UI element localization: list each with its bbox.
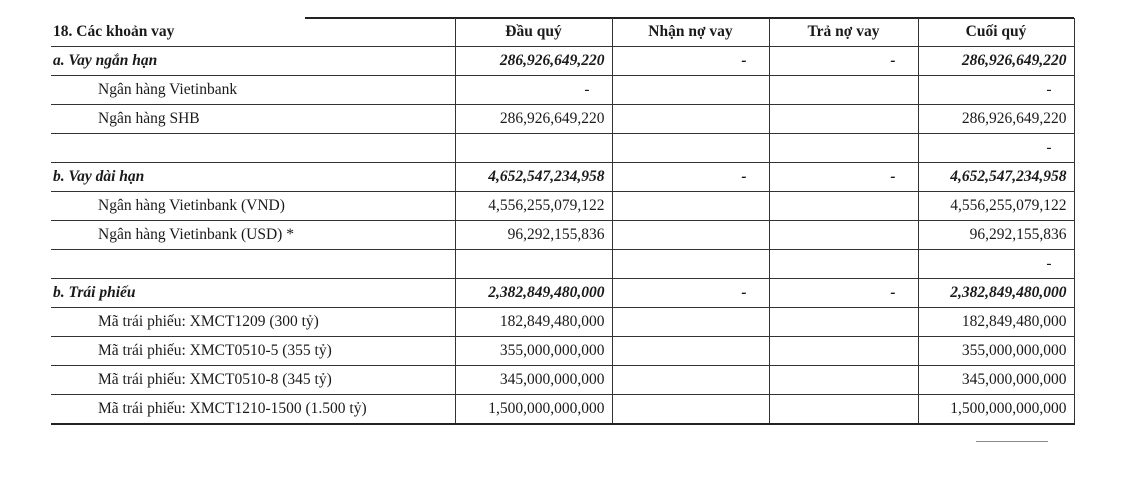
- cell-closing: 4,652,547,234,958: [918, 163, 1074, 192]
- cell-borrowed: [612, 337, 769, 366]
- cell-label: Ngân hàng Vietinbank: [51, 76, 455, 105]
- cell-repaid: [769, 192, 918, 221]
- cell-opening: 182,849,480,000: [455, 308, 612, 337]
- cell-opening: 1,500,000,000,000: [455, 395, 612, 425]
- cell-borrowed: -: [612, 47, 769, 76]
- cell-label: Mã trái phiếu: XMCT0510-5 (355 tỷ): [51, 337, 455, 366]
- cell-label: Mã trái phiếu: XMCT0510-8 (345 tỷ): [51, 366, 455, 395]
- cell-label: Ngân hàng Vietinbank (VND): [51, 192, 455, 221]
- cell-repaid: [769, 221, 918, 250]
- cell-label: Mã trái phiếu: XMCT1209 (300 tỷ): [51, 308, 455, 337]
- section-row: [51, 163, 1074, 192]
- cell-borrowed: -: [612, 163, 769, 192]
- cell-closing: 96,292,155,836: [918, 221, 1074, 250]
- table-row: [51, 308, 1074, 337]
- cell-repaid: [769, 395, 918, 425]
- cell-repaid: -: [769, 47, 918, 76]
- cell-opening: [455, 134, 612, 163]
- cell-repaid: [769, 308, 918, 337]
- cell-borrowed: [612, 192, 769, 221]
- cell-label: b. Trái phiếu: [51, 279, 455, 308]
- cell-repaid: -: [769, 279, 918, 308]
- cell-label: Ngân hàng SHB: [51, 105, 455, 134]
- table-row: [51, 337, 1074, 366]
- cell-label: a. Vay ngắn hạn: [51, 47, 455, 76]
- cell-repaid: [769, 134, 918, 163]
- table-row: [51, 366, 1074, 395]
- cell-borrowed: [612, 395, 769, 425]
- underline-mark: [976, 441, 1048, 442]
- section-row: [51, 279, 1074, 308]
- cell-repaid: [769, 337, 918, 366]
- loans-table: [51, 18, 1075, 425]
- table-row: [51, 105, 1074, 134]
- cell-opening: 355,000,000,000: [455, 337, 612, 366]
- cell-borrowed: [612, 76, 769, 105]
- cell-closing: 2,382,849,480,000: [918, 279, 1074, 308]
- cell-label: b. Vay dài hạn: [51, 163, 455, 192]
- cell-opening: 286,926,649,220: [455, 105, 612, 134]
- cell-opening: -: [455, 76, 612, 105]
- header-title: 18. Các khoản vay: [51, 18, 455, 47]
- cell-borrowed: [612, 221, 769, 250]
- cell-opening: 286,926,649,220: [455, 47, 612, 76]
- cell-label: [51, 250, 455, 279]
- cell-repaid: [769, 76, 918, 105]
- header-repaid: Trả nợ vay: [769, 18, 918, 47]
- cell-closing: 286,926,649,220: [918, 47, 1074, 76]
- cell-opening: 4,652,547,234,958: [455, 163, 612, 192]
- cell-closing: -: [918, 134, 1074, 163]
- cell-opening: 2,382,849,480,000: [455, 279, 612, 308]
- cell-repaid: -: [769, 163, 918, 192]
- cell-opening: 96,292,155,836: [455, 221, 612, 250]
- cell-label: [51, 134, 455, 163]
- cell-closing: 4,556,255,079,122: [918, 192, 1074, 221]
- cell-closing: 1,500,000,000,000: [918, 395, 1074, 425]
- cell-borrowed: [612, 308, 769, 337]
- cell-borrowed: [612, 366, 769, 395]
- cell-closing: 345,000,000,000: [918, 366, 1074, 395]
- header-borrowed: Nhận nợ vay: [612, 18, 769, 47]
- cell-opening: 345,000,000,000: [455, 366, 612, 395]
- cell-borrowed: -: [612, 279, 769, 308]
- cell-label: Ngân hàng Vietinbank (USD) *: [51, 221, 455, 250]
- cell-label: Mã trái phiếu: XMCT1210-1500 (1.500 tỷ): [51, 395, 455, 425]
- cell-opening: [455, 250, 612, 279]
- cell-borrowed: [612, 250, 769, 279]
- cell-closing: 355,000,000,000: [918, 337, 1074, 366]
- table-row: [51, 134, 1074, 163]
- cell-closing: 182,849,480,000: [918, 308, 1074, 337]
- header-row: [51, 18, 1074, 47]
- cell-opening: 4,556,255,079,122: [455, 192, 612, 221]
- header-opening: Đầu quý: [455, 18, 612, 47]
- cell-closing: 286,926,649,220: [918, 105, 1074, 134]
- table-row: [51, 221, 1074, 250]
- section-row: [51, 47, 1074, 76]
- cell-borrowed: [612, 134, 769, 163]
- cell-repaid: [769, 366, 918, 395]
- cell-closing: -: [918, 250, 1074, 279]
- cell-borrowed: [612, 105, 769, 134]
- table-body: [51, 47, 1074, 425]
- table-row: [51, 192, 1074, 221]
- table-row: [51, 395, 1074, 425]
- table-row: [51, 76, 1074, 105]
- cell-closing: -: [918, 76, 1074, 105]
- cell-repaid: [769, 105, 918, 134]
- cell-repaid: [769, 250, 918, 279]
- table-row: [51, 250, 1074, 279]
- header-closing: Cuối quý: [918, 18, 1074, 47]
